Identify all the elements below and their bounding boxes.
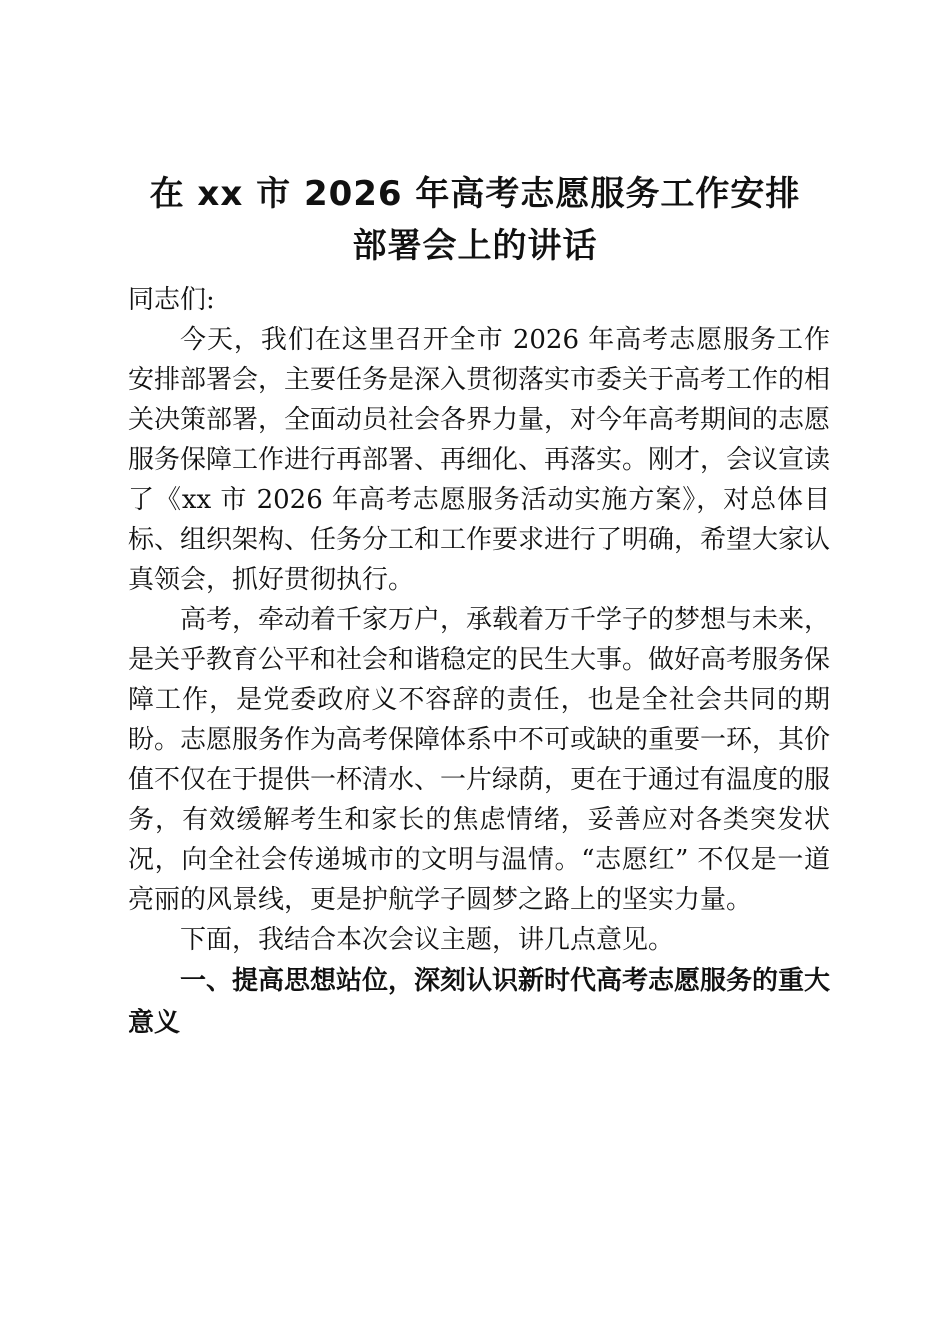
section-heading-1: 一、提高思想站位，深刻认识新时代高考志愿服务的重大意义 <box>128 966 831 1038</box>
paragraph-opening: 今天，我们在这里召开全市 2026 年高考志愿服务工作安排部署会，主要任务是深入贯彻落实市委关于高考工作的相关决策部署，全面动员社会各界力量，对今年高考期间的志愿服务保障工作进行再部署、再细化、再落实。刚才，会议宣读了《xx 市 2026 年高考志愿服务活动实施方案》，对总体目标、组织架构、任务分工和工作要求进行了明确，希望大家认真领会，抓好贯彻执行。 <box>128 325 831 595</box>
document-body <box>128 280 830 1044</box>
document-title <box>120 168 830 272</box>
title-line-2: 部署会上的讲话 <box>352 226 598 266</box>
paragraph-significance: 高考，牵动着千家万户，承载着万千学子的梦想与未来，是关乎教育公平和社会和谐稳定的民生大事。做好高考服务保障工作，是党委政府义不容辞的责任，也是全社会共同的期盼。志愿服务作为高考保障体系中不可或缺的重要一环，其价值不仅在于提供一杯清水、一片绿荫，更在于通过有温度的服务，有效缓解考生和家长的焦虑情绪，妥善应对各类突发状况，向全社会传递城市的文明与温情。“志愿红” 不仅是一道亮丽的风景线，更是护航学子圆梦之路上的坚实力量。 <box>128 605 831 915</box>
title-line-1: 在 xx 市 2026 年高考志愿服务工作安排 <box>149 174 801 214</box>
paragraph-transition: 下面，我结合本次会议主题，讲几点意见。 <box>180 925 675 955</box>
greeting: 同志们: <box>128 285 215 315</box>
